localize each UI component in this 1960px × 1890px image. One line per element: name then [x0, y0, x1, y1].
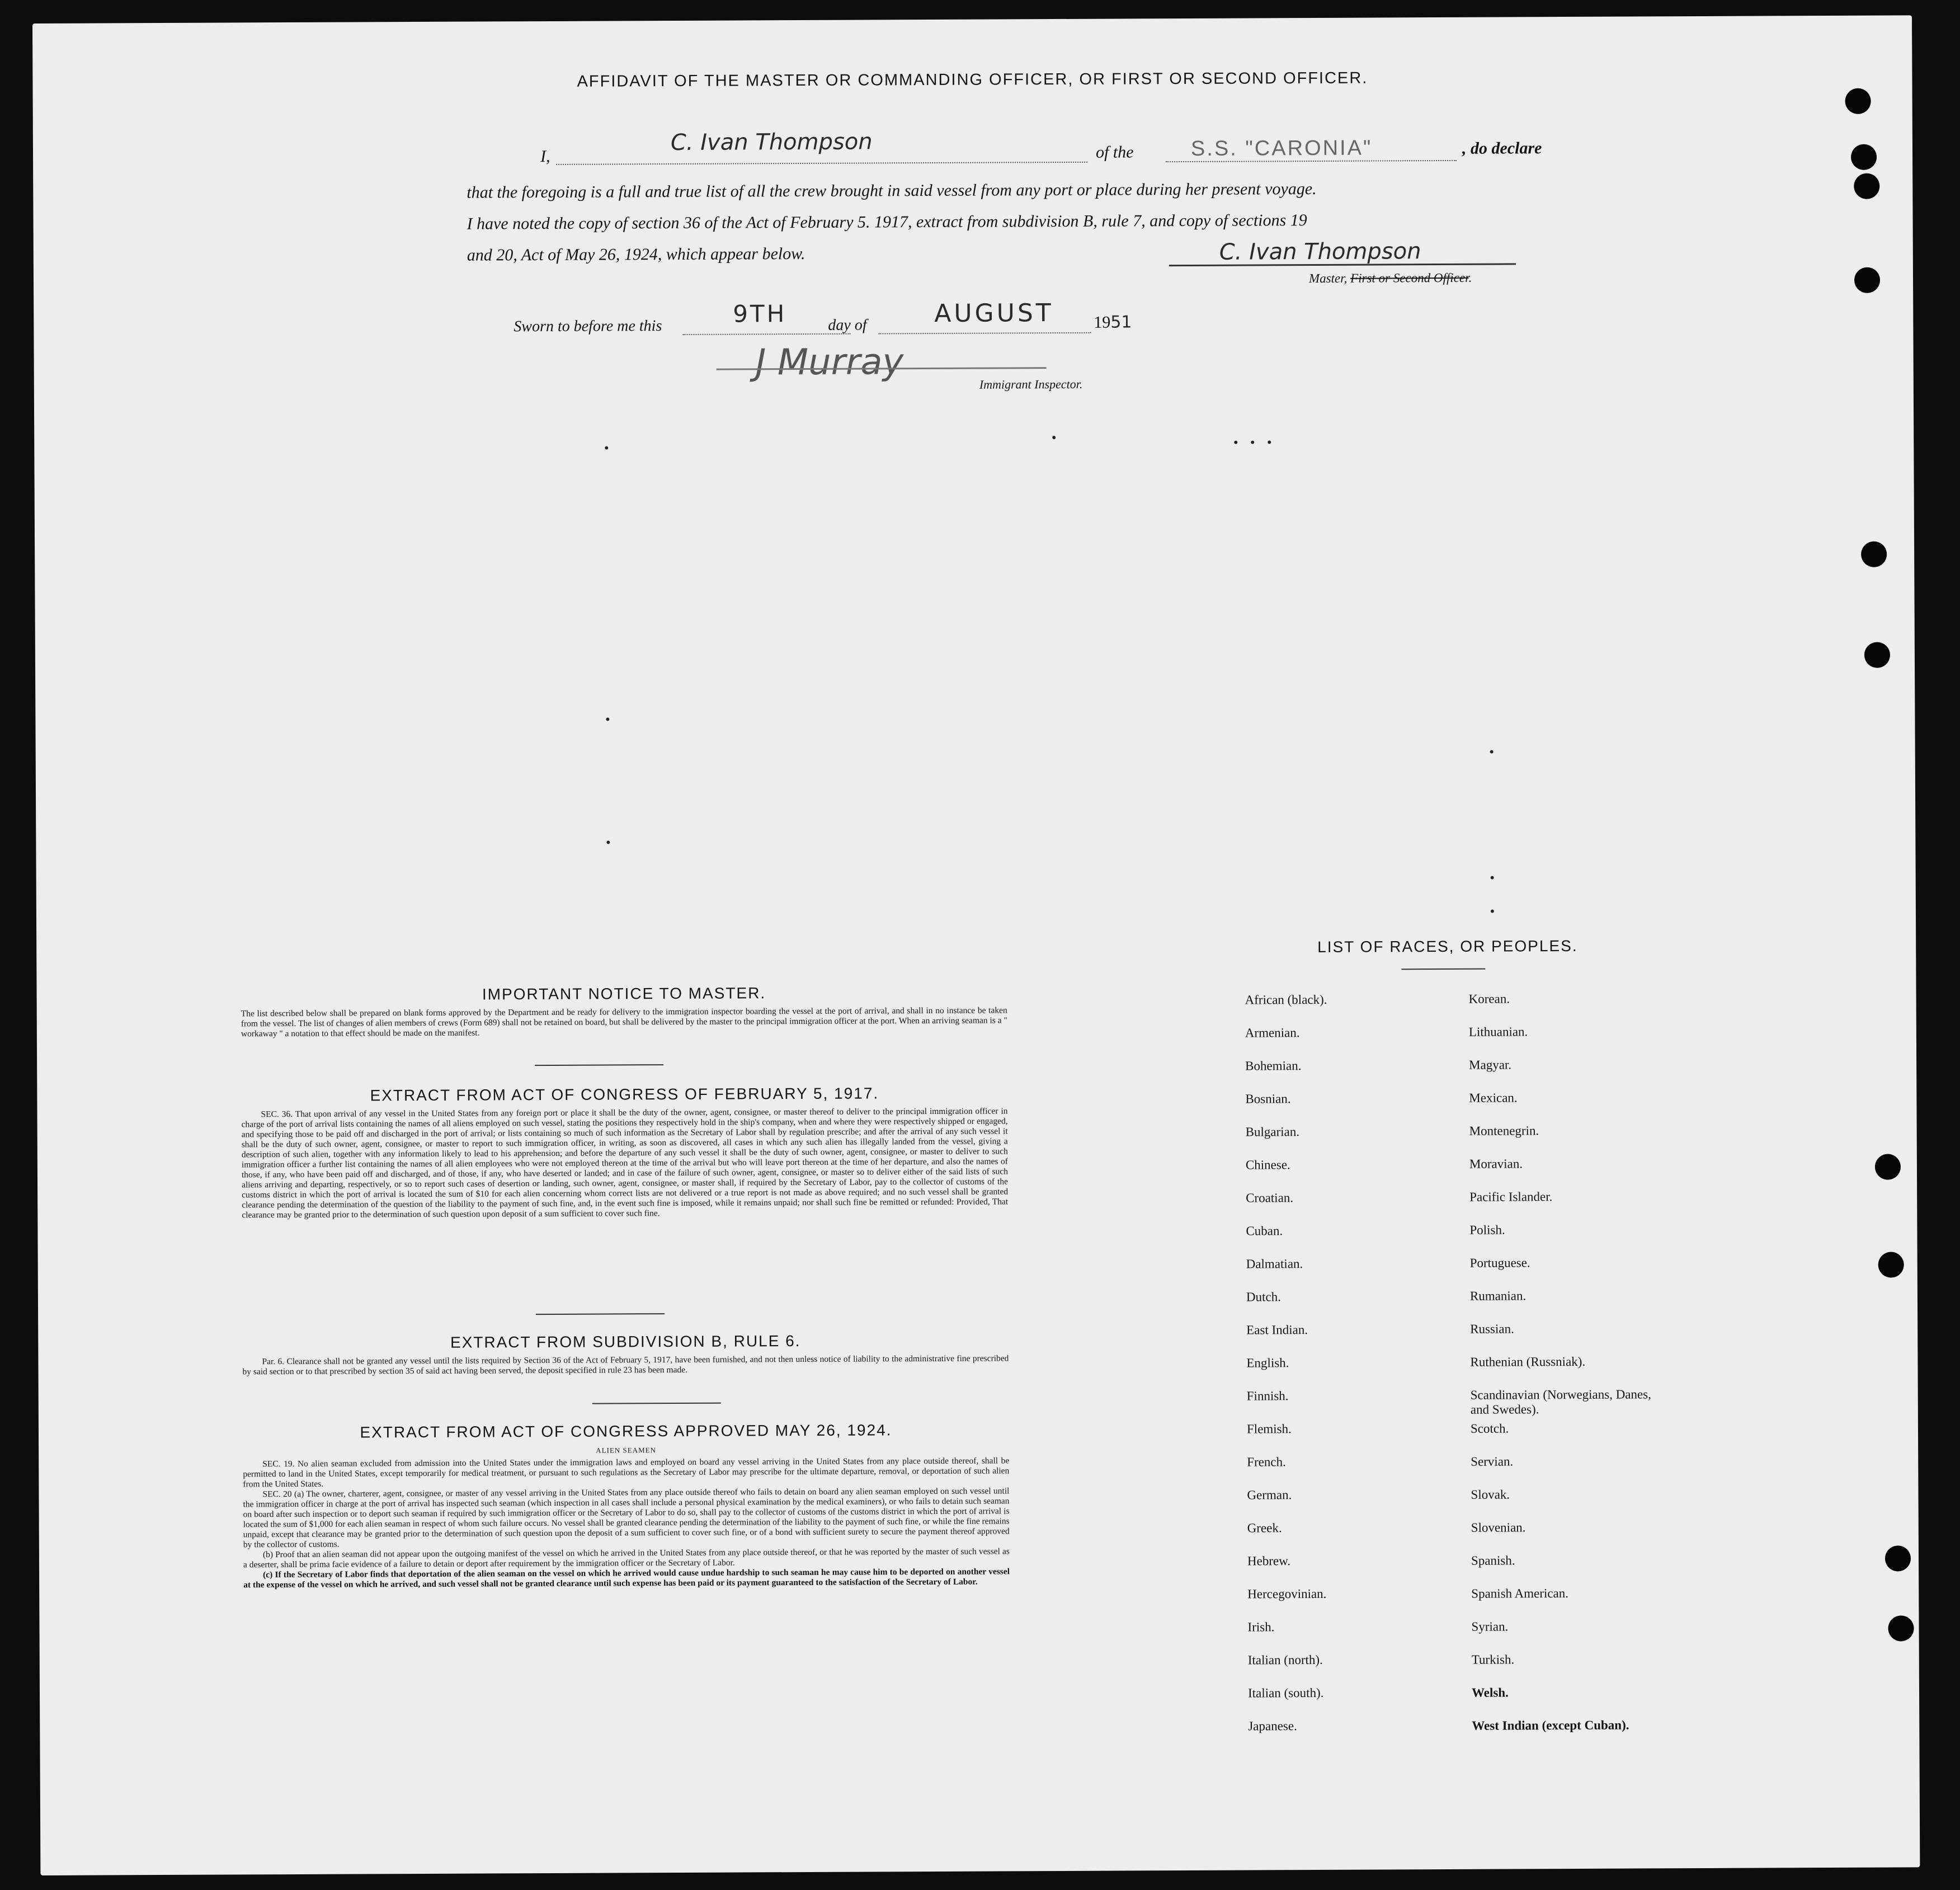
- race-item: Scandinavian (Norwegians, Danes, and Swedes).: [1470, 1387, 1651, 1417]
- month-value: AUGUST: [934, 299, 1054, 328]
- race-item: Ruthenian (Russniak).: [1470, 1354, 1586, 1369]
- race-item: Mexican.: [1469, 1090, 1518, 1105]
- race-item: Russian.: [1470, 1322, 1514, 1336]
- race-item: Polish.: [1469, 1223, 1505, 1237]
- races-column-1: [1245, 993, 1331, 1752]
- race-item: Scotch.: [1470, 1421, 1509, 1436]
- race-item: Slovak.: [1471, 1487, 1510, 1502]
- struck-officer-label: First or Second Officer: [1350, 270, 1469, 285]
- year-value: 51: [1110, 312, 1132, 332]
- form-dot: [1490, 750, 1493, 754]
- inspector-signature: J Murray: [755, 341, 904, 384]
- race-item: French.: [1247, 1455, 1286, 1469]
- day-line: [682, 333, 850, 335]
- document-page: [32, 15, 1920, 1875]
- master-title-line: [1309, 271, 1472, 286]
- race-item: Portuguese.: [1469, 1256, 1530, 1270]
- punch-hole: [1875, 1154, 1901, 1179]
- race-item: Armenian.: [1245, 1026, 1300, 1040]
- divider: [536, 1313, 665, 1315]
- notice-title: IMPORTANT NOTICE TO MASTER.: [482, 984, 766, 1003]
- punch-hole: [1864, 642, 1890, 668]
- form-dot: [1491, 876, 1494, 880]
- notice-text-block: [241, 1005, 1007, 1039]
- form-dot: [606, 841, 610, 844]
- extract-rule-text: Par. 6. Clearance shall not be granted any vessel until the lists required by Section 36 of the Act of February 5, 1917, have been furnished, and not then unless notice of liability to the administrative fine prescribed by said section or to that prescribed by section 35 of said act having been served, the deposit specified in rule 23 has been made.: [242, 1353, 1009, 1377]
- race-item: West Indian (except Cuban).: [1472, 1718, 1629, 1733]
- i-label: I,: [540, 147, 550, 166]
- race-item: Italian (south).: [1247, 1685, 1324, 1700]
- race-item: Greek.: [1247, 1521, 1282, 1535]
- race-item: English.: [1246, 1356, 1289, 1370]
- race-item: Montenegrin.: [1469, 1123, 1539, 1138]
- extract-rule-text-block: [242, 1353, 1009, 1377]
- race-item: Dalmatian.: [1246, 1257, 1303, 1271]
- master-label: Master,: [1308, 271, 1348, 286]
- affidavit-body-line-1: that the foregoing is a full and true list of all the crew brought in said vessel from any port or place during her present voyage.: [467, 179, 1317, 202]
- race-item: Bohemian.: [1245, 1059, 1302, 1073]
- affidavit-body-line-3: and 20, Act of May 26, 1924, which appear below.: [467, 244, 805, 265]
- sec20a-text: SEC. 20 (a) The owner, charterer, agent, consignee, or master of any vessel arriving in the United States from any place outside thereof who fails to detain on board any alien seaman employed on such vessel until the immigration officer in charge at the port of arrival has inspected such seaman (which inspection in all cases shall include a personal physical examination by the medical examiners), or who fails to detain such seaman on board after such inspection or to deport such seaman if required by such immigration officer or the Secretary of Labor to do so, shall pay to the collector of customs of the customs district in which the port of arrival is located the sum of $1,000 for each alien seaman in respect of whom such failure occurs. No vessel shall be granted clearance pending the determination of the liability to the payment of such fine, or while the fine remains unpaid, except that clearance may be granted prior to the determination of such question upon the deposit of a sum sufficient to cover such fine, or of a bond with sufficient surety to secure the payment thereof approved by the collector of customs.: [243, 1486, 1010, 1550]
- of-the-label: of the: [1095, 143, 1134, 162]
- notice-text: The list described below shall be prepared on blank forms approved by the Department and be ready for delivery to the immigration inspector boarding the vessel at the port of arrival, and shall in no instance be taken from the vessel. The list of changes of alien members of crews (Form 689) shall not be retained on board, but shall be delivered by the master to the principal immigration officer at the port. When an arriving seaman is a " workaway " a notation to that effect should be made on the manifest.: [241, 1005, 1007, 1039]
- inspector-label: Immigrant Inspector.: [979, 377, 1083, 392]
- form-dot: [1052, 436, 1056, 439]
- form-dot: [1491, 910, 1494, 913]
- sec20c-text: (c) If the Secretary of Labor finds that deportation of the alien seaman on the vessel on which he arrived would cause undue hardship to such seaman he may cause him to be deported on another vessel at the expense of the vessel on which he arrived, and such vessel shall not be granted clearance until such expense has been paid or its payment guaranteed to the satisfaction of the Secretary of Labor.: [243, 1567, 1010, 1590]
- extract-1917-text: SEC. 36. That upon arrival of any vessel in the United States from any foreign port or place it shall be the duty of the owner, agent, consignee, or master thereof to deliver to the principal immigration officer in charge of the port of arrival lists containing the names of all aliens employed on such vessel, stating the positions they respectively hold in the ship's company, when and where they were respectively shipped or engaged, and specifying those to be paid off and discharged in the port of arrival; or lists containing so much of such information as the Secretary of Labor shall by regulation prescribe; and after the arrival of any such vessel it shall be the duty of such owner, agent, consignee, or master to report to such immigration officer, in writing, as soon as discovered, all cases in which any such alien has illegally landed from the vessel, giving a description of such alien, together with any information likely to lead to his apprehension; and before the departure of any such vessel it shall be the duty of such owner, agent, consignee, or master to deliver to such immigration officer a further list containing the names of all alien employees who were not employed thereon at the time of the arrival but who will leave port thereon at the time of her departure, and also the names of those, if any, who have been paid off and discharged, and of those, if any, who have deserted or landed; and in case of the failure of such owner, agent, consignee, or master so to deliver either of the said lists of such aliens arriving and departing, respectively, or so to report such cases of desertion or landing, such owner, agent, consignee, or master shall, if required by the Secretary of Labor, pay to the collector of customs of the customs district in which the port of arrival is located the sum of $10 for each alien concerning whom correct lists are not delivered or a true report is not made as above required; and no such vessel shall be granted clearance pending the determination of the question of the liability to the payment of such fine, and, in the event such fine is imposed, while it remains unpaid; nor shall such fine be remitted or refunded: Provided, That clearance may be granted prior to the determination of such question upon deposit of a sum sufficient to cover such fine.: [241, 1106, 1009, 1220]
- master-signature: C. Ivan Thompson: [1219, 238, 1421, 265]
- extract-1924-text-block: [243, 1456, 1010, 1590]
- form-dot: [1234, 441, 1237, 444]
- bleed-through: [469, 120, 481, 139]
- do-declare-label: , do declare: [1462, 139, 1542, 158]
- divider: [1401, 968, 1485, 970]
- race-item: Magyar.: [1469, 1057, 1512, 1072]
- race-item: German.: [1247, 1488, 1292, 1502]
- vessel-name: S.S. "CARONIA": [1190, 136, 1373, 161]
- race-item: Flemish.: [1246, 1422, 1292, 1436]
- punch-hole: [1854, 173, 1879, 199]
- race-item: Hercegovinian.: [1247, 1586, 1327, 1601]
- extract-1924-title: EXTRACT FROM ACT OF CONGRESS APPROVED MAY 26, 1924.: [360, 1421, 892, 1441]
- race-item: Korean.: [1468, 991, 1510, 1006]
- divider: [535, 1064, 663, 1066]
- master-name-handwritten: C. Ivan Thompson: [670, 129, 873, 156]
- race-item: Hebrew.: [1247, 1554, 1291, 1568]
- race-item: Cuban.: [1246, 1224, 1283, 1238]
- extract-1917-text-block: [241, 1106, 1008, 1220]
- race-item: Lithuanian.: [1468, 1024, 1528, 1039]
- race-item: Japanese.: [1248, 1719, 1297, 1733]
- races-column-2: [1469, 991, 1657, 1751]
- day-of-label: day of: [828, 316, 867, 334]
- extract-rule-title: EXTRACT FROM SUBDIVISION B, RULE 6.: [450, 1332, 801, 1351]
- race-item: Bosnian.: [1245, 1092, 1291, 1106]
- race-item: Turkish.: [1471, 1652, 1515, 1667]
- punch-hole: [1851, 144, 1877, 170]
- name-line: [556, 162, 1087, 165]
- form-dot: [1268, 440, 1271, 444]
- month-line: [878, 332, 1091, 335]
- race-item: Welsh.: [1471, 1685, 1509, 1700]
- sec20b-text: (b) Proof that an alien seaman did not appear upon the outgoing manifest of the vessel on which he arrived in the United States from any place outside thereof, or that he was reported by the master of such vessel as a deserter, shall be prima facie evidence of a failure to detain or deport after requirement by the immigration officer or the Secretary of Labor.: [243, 1546, 1010, 1570]
- punch-hole: [1845, 88, 1871, 114]
- race-item: Moravian.: [1469, 1156, 1523, 1171]
- year-prefix: 19: [1094, 313, 1111, 332]
- punch-hole: [1888, 1615, 1914, 1641]
- affidavit-title: AFFIDAVIT OF THE MASTER OR COMMANDING OFFICER, OR FIRST OR SECOND OFFICER.: [577, 69, 1368, 91]
- year: [1094, 312, 1132, 332]
- punch-hole: [1885, 1545, 1911, 1571]
- race-item: Pacific Islander.: [1469, 1190, 1553, 1204]
- extract-1917-title: EXTRACT FROM ACT OF CONGRESS OF FEBRUARY 5, 1917.: [370, 1084, 879, 1104]
- form-dot: [606, 718, 609, 721]
- punch-hole: [1854, 267, 1880, 293]
- punch-hole: [1878, 1252, 1904, 1277]
- race-item: Dutch.: [1246, 1290, 1281, 1304]
- race-item: Croatian.: [1246, 1191, 1294, 1205]
- sec19-text: SEC. 19. No alien seaman excluded from admission into the United States under the immigration laws and employed on board any vessel arriving in the United States from any place outside thereof, shall be permitted to land in the United States, except temporarily for medical treatment, or pursuant to such regulations as the Secretary of Labor may prescribe for the ultimate departure, removal, or deportation of such alien from the United States.: [243, 1456, 1010, 1489]
- race-item: Spanish American.: [1471, 1586, 1569, 1601]
- race-item: Italian (north).: [1247, 1652, 1323, 1667]
- form-dot: [605, 446, 608, 450]
- races-title: LIST OF RACES, OR PEOPLES.: [1317, 937, 1578, 956]
- race-item: Irish.: [1247, 1620, 1275, 1634]
- form-dot: [1251, 440, 1254, 444]
- race-item: Rumanian.: [1469, 1289, 1526, 1303]
- punch-hole: [1861, 542, 1887, 567]
- period: .: [1468, 270, 1472, 285]
- race-item: Syrian.: [1471, 1619, 1509, 1634]
- race-item: East Indian.: [1246, 1323, 1308, 1337]
- race-item: Bulgarian.: [1245, 1125, 1300, 1139]
- affidavit-body-line-2: I have noted the copy of section 36 of the Act of February 5. 1917, extract from subdivision B, rule 7, and copy of sections 19: [467, 211, 1307, 233]
- race-item: Finnish.: [1246, 1389, 1289, 1403]
- divider: [592, 1403, 721, 1404]
- day-value: 9TH: [733, 300, 787, 328]
- race-item: Chinese.: [1245, 1158, 1290, 1172]
- sworn-label: Sworn to before me this: [513, 317, 662, 336]
- extract-1924-subtitle: ALIEN SEAMEN: [596, 1446, 657, 1455]
- race-item: Spanish.: [1471, 1553, 1515, 1568]
- race-item: Slovenian.: [1471, 1520, 1526, 1535]
- race-item: Servian.: [1471, 1454, 1514, 1469]
- race-item: African (black).: [1245, 992, 1327, 1007]
